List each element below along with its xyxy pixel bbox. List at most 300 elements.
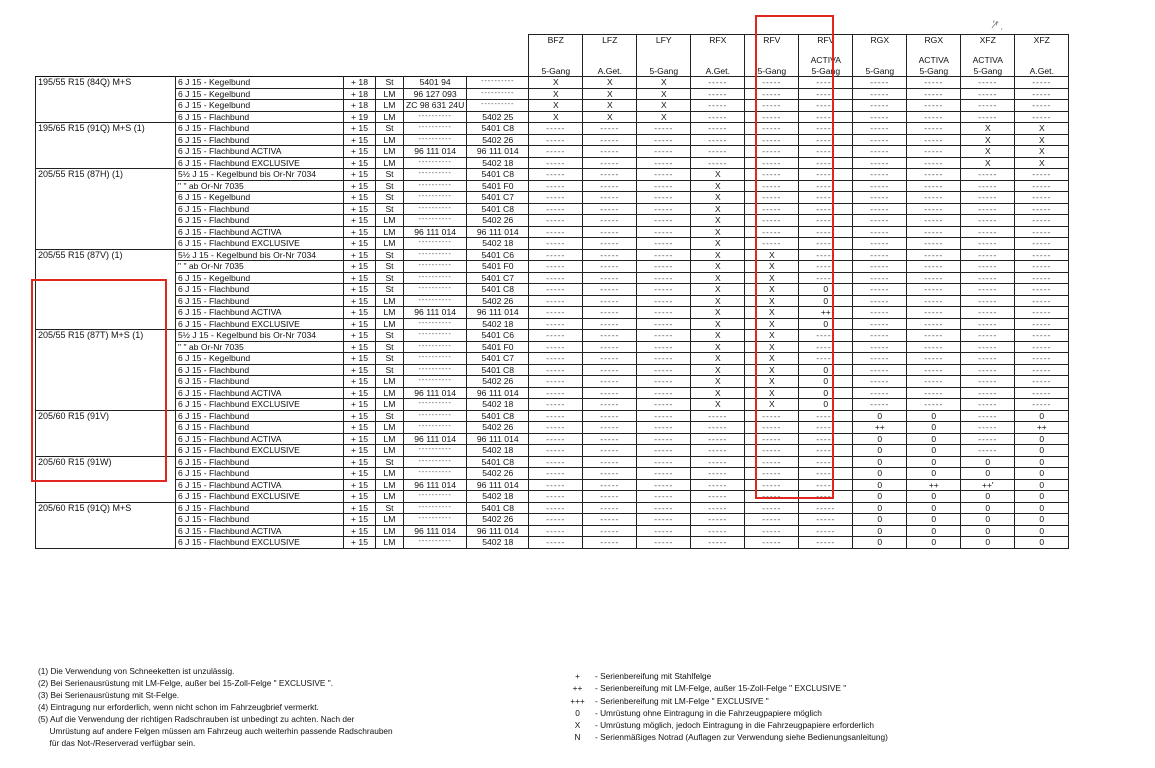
approval-mark-cell: ----- xyxy=(583,134,637,146)
approval-mark-cell: X xyxy=(691,341,745,353)
table-row xyxy=(36,399,1069,411)
header-cell: RGX xyxy=(907,35,961,56)
approval-mark-cell: ----- xyxy=(907,77,961,89)
part-number-cell: 5401 F0 xyxy=(467,261,529,273)
approval-mark-cell: 0 xyxy=(853,445,907,457)
approval-mark-cell: ----- xyxy=(691,537,745,549)
approval-mark-cell: ----- xyxy=(853,387,907,399)
tyre-size-cell: 205/55 R15 (87V) (1) xyxy=(36,249,176,330)
approval-mark-cell: ----- xyxy=(529,238,583,250)
approval-mark-cell: 0 xyxy=(961,468,1015,480)
approval-mark-cell: ++' xyxy=(961,479,1015,491)
approval-mark-cell: ----- xyxy=(529,307,583,319)
approval-mark-cell: ----- xyxy=(745,88,799,100)
header-cell: RGX xyxy=(853,35,907,56)
legend-symbol: ++ xyxy=(572,683,583,694)
material-cell: LM xyxy=(376,134,404,146)
part-number-cell: ---------- xyxy=(404,364,467,376)
part-number-cell: 5401 C6 xyxy=(467,249,529,261)
approval-mark-cell: ----- xyxy=(745,491,799,503)
footnotes xyxy=(38,665,393,749)
approval-mark-cell: 0 xyxy=(961,525,1015,537)
approval-mark-cell: ----- xyxy=(907,123,961,135)
tyre-size-cell: 205/60 R15 (91Q) M+S xyxy=(36,502,176,548)
rim-cell: 6 J 15 - Flachbund ACTIVA xyxy=(176,387,344,399)
approval-mark-cell: ----- xyxy=(529,537,583,549)
approval-mark-cell: ----- xyxy=(583,238,637,250)
approval-mark-cell: ----- xyxy=(637,203,691,215)
approval-mark-cell: ----- xyxy=(691,77,745,89)
approval-mark-cell: ----- xyxy=(1015,169,1069,181)
material-cell: St xyxy=(376,261,404,273)
approval-mark-cell: ----- xyxy=(853,376,907,388)
approval-mark-cell: ----- xyxy=(907,157,961,169)
material-cell: LM xyxy=(376,468,404,480)
approval-mark-cell: ----- xyxy=(961,387,1015,399)
approval-mark-cell: ----- xyxy=(637,341,691,353)
material-cell: LM xyxy=(376,307,404,319)
table-row xyxy=(36,330,1069,342)
approval-mark-cell: ----- xyxy=(583,180,637,192)
approval-mark-cell: ----- xyxy=(799,502,853,514)
approval-mark-cell: 0 xyxy=(907,491,961,503)
load-cell: + 15 xyxy=(344,410,376,422)
approval-mark-cell: 0 xyxy=(799,376,853,388)
approval-mark-cell: 0 xyxy=(853,468,907,480)
approval-mark-cell: ----- xyxy=(799,215,853,227)
approval-mark-cell: ----- xyxy=(691,456,745,468)
header-cell: BFZ xyxy=(529,35,583,56)
part-number-cell: ---------- xyxy=(404,445,467,457)
approval-mark-cell: 0 xyxy=(1015,502,1069,514)
approval-mark-cell: ----- xyxy=(529,376,583,388)
approval-mark-cell: ----- xyxy=(799,410,853,422)
approval-mark-cell: ----- xyxy=(583,479,637,491)
rim-cell: 6 J 15 - Flachbund xyxy=(176,376,344,388)
header-cell: 5-Gang xyxy=(745,66,799,77)
approval-mark-cell: X xyxy=(691,226,745,238)
load-cell: + 15 xyxy=(344,226,376,238)
approval-mark-cell: ----- xyxy=(583,284,637,296)
approval-mark-cell: ----- xyxy=(961,318,1015,330)
approval-mark-cell: ----- xyxy=(907,169,961,181)
part-number-cell: ---------- xyxy=(404,203,467,215)
load-cell: + 15 xyxy=(344,525,376,537)
part-number-cell: 5401 C7 xyxy=(467,192,529,204)
approval-mark-cell: ----- xyxy=(529,353,583,365)
rim-cell: 6 J 15 - Flachbund ACTIVA xyxy=(176,146,344,158)
approval-mark-cell: 0 xyxy=(1015,537,1069,549)
approval-mark-cell: ----- xyxy=(583,364,637,376)
approval-mark-cell: ----- xyxy=(1015,387,1069,399)
approval-mark-cell: ----- xyxy=(583,157,637,169)
approval-mark-cell: ----- xyxy=(583,502,637,514)
material-cell: LM xyxy=(376,525,404,537)
approval-mark-cell: ----- xyxy=(907,364,961,376)
approval-mark-cell: ----- xyxy=(583,123,637,135)
part-number-cell: ---------- xyxy=(404,341,467,353)
approval-mark-cell: ----- xyxy=(1015,249,1069,261)
approval-mark-cell: X xyxy=(583,77,637,89)
approval-mark-cell: ----- xyxy=(691,525,745,537)
approval-mark-cell: X xyxy=(691,192,745,204)
header-cell xyxy=(583,55,637,66)
header-blank xyxy=(36,66,529,77)
approval-mark-cell: 0 xyxy=(853,525,907,537)
table-row xyxy=(36,387,1069,399)
approval-mark-cell: ----- xyxy=(961,399,1015,411)
part-number-cell: 96 111 014 xyxy=(467,433,529,445)
header-cell xyxy=(745,55,799,66)
table-row xyxy=(36,514,1069,526)
approval-mark-cell: X xyxy=(691,272,745,284)
approval-mark-cell: ----- xyxy=(691,123,745,135)
rim-cell: 6 J 15 - Flachbund xyxy=(176,284,344,296)
table-row xyxy=(36,525,1069,537)
load-cell: + 15 xyxy=(344,238,376,250)
part-number-cell: 5402 26 xyxy=(467,295,529,307)
approval-mark-cell: X xyxy=(691,399,745,411)
approval-mark-cell: ----- xyxy=(853,157,907,169)
material-cell: LM xyxy=(376,433,404,445)
material-cell: LM xyxy=(376,146,404,158)
approval-mark-cell: ----- xyxy=(637,157,691,169)
approval-mark-cell: ----- xyxy=(907,399,961,411)
legend-symbol: X xyxy=(574,720,581,731)
approval-mark-cell: 0 xyxy=(1015,479,1069,491)
load-cell: + 18 xyxy=(344,77,376,89)
approval-mark-cell: ----- xyxy=(745,77,799,89)
approval-mark-cell: ++ xyxy=(1015,422,1069,434)
header-cell: A.Get. xyxy=(691,66,745,77)
approval-mark-cell: ----- xyxy=(637,226,691,238)
approval-mark-cell: X xyxy=(1015,123,1069,135)
approval-mark-cell: X xyxy=(529,100,583,112)
approval-mark-cell: 0 xyxy=(907,422,961,434)
approval-mark-cell: 0 xyxy=(853,491,907,503)
load-cell: + 15 xyxy=(344,261,376,273)
tyre-size-cell: 205/55 R15 (87T) M+S (1) xyxy=(36,330,176,411)
approval-mark-cell: ----- xyxy=(745,537,799,549)
approval-mark-cell: ----- xyxy=(691,111,745,123)
approval-mark-cell: 0 xyxy=(907,502,961,514)
header-row-mid xyxy=(36,55,1069,66)
table-row xyxy=(36,249,1069,261)
approval-mark-cell: ----- xyxy=(745,514,799,526)
approval-mark-cell: X xyxy=(745,284,799,296)
approval-mark-cell: ----- xyxy=(907,226,961,238)
approval-mark-cell: ----- xyxy=(745,111,799,123)
load-cell: + 15 xyxy=(344,353,376,365)
rim-cell: 6 J 15 - Flachbund xyxy=(176,295,344,307)
legend-text: - Serienbereifung mit LM-Felge, außer 15-Zoll-Felge " EXCLUSIVE " xyxy=(595,683,847,694)
approval-mark-cell: ----- xyxy=(691,157,745,169)
header-cell: XFZ xyxy=(961,35,1015,56)
approval-mark-cell: X xyxy=(745,399,799,411)
approval-mark-cell: 0 xyxy=(961,514,1015,526)
load-cell: + 15 xyxy=(344,249,376,261)
approval-mark-cell: ----- xyxy=(583,226,637,238)
approval-mark-cell: ----- xyxy=(529,491,583,503)
header-cell: ACTIVA xyxy=(961,55,1015,66)
approval-mark-cell: X xyxy=(961,123,1015,135)
load-cell: + 15 xyxy=(344,295,376,307)
part-number-cell: 96 111 014 xyxy=(467,146,529,158)
approval-mark-cell: 0 xyxy=(961,491,1015,503)
approval-mark-cell: ----- xyxy=(961,410,1015,422)
header-cell: A.Get. xyxy=(1015,66,1069,77)
material-cell: LM xyxy=(376,422,404,434)
part-number-cell: 5401 C8 xyxy=(467,410,529,422)
approval-mark-cell: ----- xyxy=(907,180,961,192)
approval-mark-cell: ----- xyxy=(907,353,961,365)
approval-mark-cell: ----- xyxy=(637,514,691,526)
approval-mark-cell: ----- xyxy=(1015,192,1069,204)
approval-mark-cell: ----- xyxy=(961,330,1015,342)
approval-mark-cell: ----- xyxy=(853,169,907,181)
load-cell: + 15 xyxy=(344,169,376,181)
footnote-line: (5) Auf die Verwendung der richtigen Radschrauben ist unbedingt zu achten. Nach der xyxy=(38,714,355,724)
part-number-cell: 5401 F0 xyxy=(467,180,529,192)
approval-mark-cell: ----- xyxy=(1015,353,1069,365)
approval-mark-cell: ----- xyxy=(637,123,691,135)
part-number-cell: ---------- xyxy=(404,376,467,388)
approval-mark-cell: ----- xyxy=(799,468,853,480)
material-cell: LM xyxy=(376,445,404,457)
approval-mark-cell: ----- xyxy=(529,341,583,353)
approval-mark-cell: 0 xyxy=(799,364,853,376)
load-cell: + 15 xyxy=(344,422,376,434)
approval-mark-cell: ----- xyxy=(745,433,799,445)
rim-cell: 6 J 15 - Kegelbund xyxy=(176,353,344,365)
approval-mark-cell: ----- xyxy=(961,284,1015,296)
part-number-cell: 96 111 014 xyxy=(467,479,529,491)
approval-mark-cell: ----- xyxy=(637,249,691,261)
approval-mark-cell: ----- xyxy=(961,180,1015,192)
material-cell: LM xyxy=(376,318,404,330)
approval-mark-cell: ----- xyxy=(1015,111,1069,123)
approval-mark-cell: ----- xyxy=(799,330,853,342)
legend-text: - Serienbereifung mit LM-Felge " EXCLUSIVE " xyxy=(595,695,769,706)
approval-mark-cell: ----- xyxy=(529,226,583,238)
approval-mark-cell: ----- xyxy=(637,215,691,227)
approval-mark-cell: X xyxy=(745,272,799,284)
part-number-cell: 96 111 014 xyxy=(404,525,467,537)
tyre-size-cell: 195/55 R15 (84Q) M+S xyxy=(36,77,176,123)
header-cell xyxy=(637,55,691,66)
part-number-cell: 96 127 093 xyxy=(404,88,467,100)
approval-mark-cell: X xyxy=(691,169,745,181)
approval-mark-cell: 0 xyxy=(1015,514,1069,526)
approval-mark-cell: X xyxy=(745,353,799,365)
approval-mark-cell: ----- xyxy=(529,433,583,445)
approval-mark-cell: ----- xyxy=(961,111,1015,123)
rim-cell: " " ab Or-Nr 7035 xyxy=(176,180,344,192)
approval-mark-cell: ----- xyxy=(853,330,907,342)
approval-mark-cell: ----- xyxy=(583,468,637,480)
part-number-cell: 5402 26 xyxy=(467,422,529,434)
approval-mark-cell: X xyxy=(691,284,745,296)
approval-mark-cell: ----- xyxy=(637,307,691,319)
approval-mark-cell: ----- xyxy=(1015,364,1069,376)
legend-item xyxy=(560,670,888,682)
material-cell: St xyxy=(376,456,404,468)
approval-mark-cell: ----- xyxy=(583,192,637,204)
table-row xyxy=(36,376,1069,388)
approval-mark-cell: ----- xyxy=(853,111,907,123)
approval-mark-cell: ----- xyxy=(853,238,907,250)
header-cell xyxy=(1015,55,1069,66)
approval-mark-cell: ----- xyxy=(637,261,691,273)
part-number-cell: 96 111 014 xyxy=(404,479,467,491)
rim-cell: 6 J 15 - Flachbund xyxy=(176,364,344,376)
approval-mark-cell: ----- xyxy=(637,169,691,181)
approval-mark-cell: ----- xyxy=(529,514,583,526)
approval-mark-cell: ----- xyxy=(583,399,637,411)
part-number-cell: 5402 18 xyxy=(467,238,529,250)
approval-mark-cell: ----- xyxy=(529,399,583,411)
table-row xyxy=(36,318,1069,330)
approval-mark-cell: X xyxy=(691,307,745,319)
approval-mark-cell: 0 xyxy=(853,479,907,491)
load-cell: + 15 xyxy=(344,387,376,399)
approval-mark-cell: ----- xyxy=(853,192,907,204)
handwritten-mark: ʼ⁄ʳ ˌ xyxy=(992,20,1005,31)
approval-mark-cell: ----- xyxy=(799,525,853,537)
rim-cell: 5½ J 15 - Kegelbund bis Or-Nr 7034 xyxy=(176,249,344,261)
approval-mark-cell: ----- xyxy=(1015,261,1069,273)
material-cell: St xyxy=(376,341,404,353)
load-cell: + 15 xyxy=(344,330,376,342)
part-number-cell: 5401 C7 xyxy=(467,353,529,365)
load-cell: + 15 xyxy=(344,307,376,319)
part-number-cell: 5402 26 xyxy=(467,468,529,480)
approval-mark-cell: ++ xyxy=(907,479,961,491)
approval-mark-cell: X xyxy=(745,387,799,399)
approval-mark-cell: X xyxy=(1015,134,1069,146)
part-number-cell: 96 111 014 xyxy=(467,525,529,537)
approval-mark-cell: ----- xyxy=(961,203,1015,215)
material-cell: LM xyxy=(376,295,404,307)
material-cell: LM xyxy=(376,157,404,169)
approval-mark-cell: ----- xyxy=(853,215,907,227)
approval-mark-cell: ----- xyxy=(799,203,853,215)
part-number-cell: 5402 26 xyxy=(467,134,529,146)
approval-mark-cell: ----- xyxy=(583,307,637,319)
table-row xyxy=(36,123,1069,135)
approval-mark-cell: 0 xyxy=(853,502,907,514)
header-cell: RFV xyxy=(745,35,799,56)
approval-mark-cell: 0 xyxy=(907,433,961,445)
rim-cell: 6 J 15 - Flachbund xyxy=(176,514,344,526)
approval-mark-cell: 0 xyxy=(907,456,961,468)
approval-mark-cell: X xyxy=(583,88,637,100)
approval-mark-cell: ----- xyxy=(961,77,1015,89)
approval-mark-cell: ----- xyxy=(745,192,799,204)
approval-mark-cell: 0 xyxy=(1015,525,1069,537)
approval-mark-cell: ----- xyxy=(691,445,745,457)
approval-mark-cell: ----- xyxy=(907,330,961,342)
approval-mark-cell: ----- xyxy=(799,537,853,549)
approval-mark-cell: X xyxy=(691,203,745,215)
approval-mark-cell: ----- xyxy=(637,192,691,204)
approval-mark-cell: ----- xyxy=(907,192,961,204)
part-number-cell: ---------- xyxy=(404,272,467,284)
approval-mark-cell: ----- xyxy=(637,134,691,146)
part-number-cell: ---------- xyxy=(404,353,467,365)
approval-mark-cell: X xyxy=(691,364,745,376)
part-number-cell: ---------- xyxy=(404,330,467,342)
approval-mark-cell: ----- xyxy=(1015,100,1069,112)
approval-mark-cell: ----- xyxy=(961,100,1015,112)
approval-mark-cell: ----- xyxy=(529,123,583,135)
header-cell: 5-Gang xyxy=(637,66,691,77)
part-number-cell: 96 111 014 xyxy=(467,307,529,319)
approval-mark-cell: ----- xyxy=(799,192,853,204)
approval-mark-cell: ----- xyxy=(529,215,583,227)
approval-mark-cell: ----- xyxy=(745,479,799,491)
approval-mark-cell: 0 xyxy=(1015,445,1069,457)
header-cell: 5-Gang xyxy=(529,66,583,77)
approval-mark-cell: ----- xyxy=(1015,88,1069,100)
footnote-line: (2) Bei Serienausrüstung mit LM-Felge, außer bei 15-Zoll-Felge " EXCLUSIVE ". xyxy=(38,678,334,688)
approval-mark-cell: ----- xyxy=(907,238,961,250)
approval-mark-cell: ----- xyxy=(961,88,1015,100)
part-number-cell: 5402 18 xyxy=(467,318,529,330)
approval-mark-cell: ++ xyxy=(853,422,907,434)
approval-mark-cell: ----- xyxy=(529,445,583,457)
approval-mark-cell: ++ xyxy=(799,307,853,319)
table-row xyxy=(36,111,1069,123)
rim-cell: 6 J 15 - Flachbund EXCLUSIVE xyxy=(176,491,344,503)
approval-mark-cell: 0 xyxy=(799,318,853,330)
footnote-line: für das Not-/Reserverad verfügbar sein. xyxy=(38,738,196,748)
tyre-size-cell: 205/60 R15 (91V) xyxy=(36,410,176,456)
approval-mark-cell: X xyxy=(691,249,745,261)
load-cell: + 18 xyxy=(344,100,376,112)
approval-mark-cell: X xyxy=(745,330,799,342)
footnote-line: (3) Bei Serienausrüstung mit St-Felge. xyxy=(38,690,180,700)
approval-mark-cell: 0 xyxy=(853,410,907,422)
footnote-line: Umrüstung auf andere Felgen müssen am Fahrzeug auch weiterhin passende Radschrauben xyxy=(38,726,393,736)
approval-mark-cell: ----- xyxy=(529,272,583,284)
approval-mark-cell: ----- xyxy=(853,226,907,238)
approval-mark-cell: ----- xyxy=(745,146,799,158)
approval-mark-cell: ----- xyxy=(799,157,853,169)
approval-mark-cell: ----- xyxy=(799,422,853,434)
load-cell: + 15 xyxy=(344,272,376,284)
approval-mark-cell: ----- xyxy=(529,410,583,422)
table-row xyxy=(36,77,1069,89)
approval-mark-cell: ----- xyxy=(1015,272,1069,284)
approval-mark-cell: ----- xyxy=(637,376,691,388)
approval-mark-cell: ----- xyxy=(961,307,1015,319)
part-number-cell: ---------- xyxy=(404,410,467,422)
part-number-cell: ---------- xyxy=(404,284,467,296)
approval-mark-cell: ----- xyxy=(1015,330,1069,342)
rim-cell: 6 J 15 - Kegelbund xyxy=(176,77,344,89)
part-number-cell: ---------- xyxy=(404,249,467,261)
approval-mark-cell: ----- xyxy=(529,192,583,204)
approval-mark-cell: ----- xyxy=(799,77,853,89)
part-number-cell: 5401 C8 xyxy=(467,284,529,296)
approval-mark-cell: ----- xyxy=(853,77,907,89)
approval-mark-cell: X xyxy=(745,261,799,273)
legend-item xyxy=(560,682,888,694)
approval-mark-cell: X xyxy=(961,146,1015,158)
approval-mark-cell: X xyxy=(1015,146,1069,158)
approval-mark-cell: X xyxy=(529,88,583,100)
